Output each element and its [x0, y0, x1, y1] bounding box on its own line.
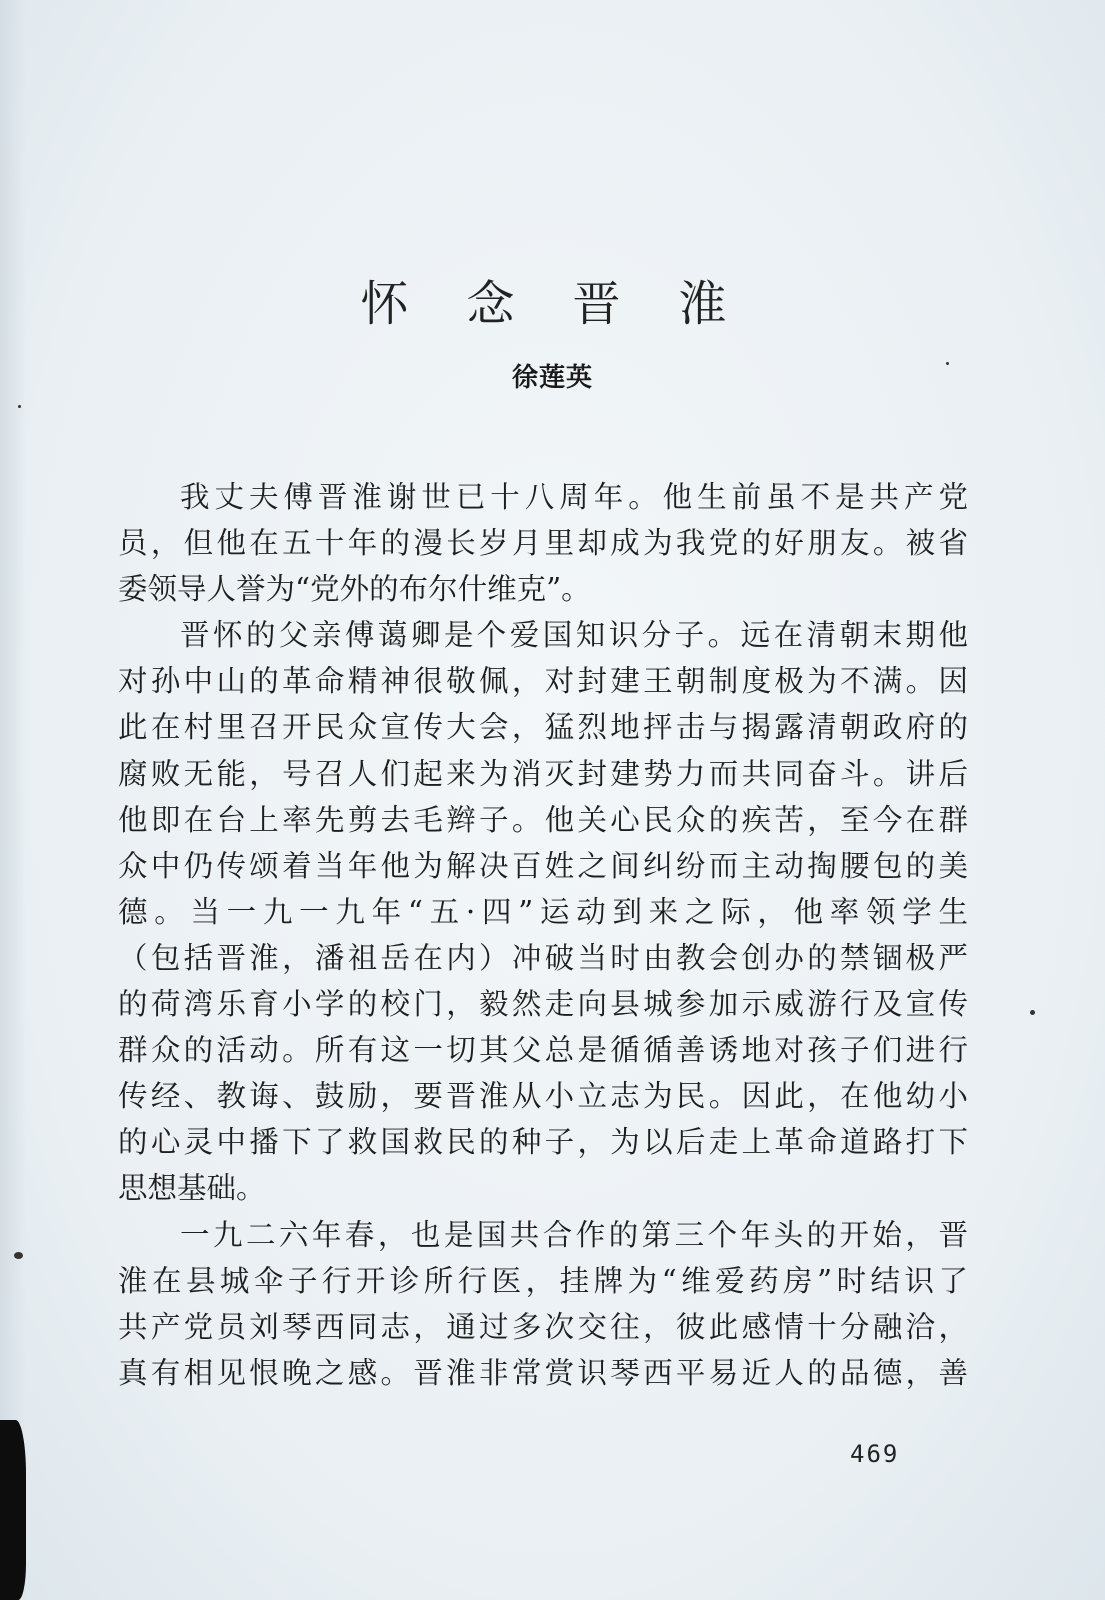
- text-line: 众中仍传颂着当年他为解决百姓之间纠纷而主动掏腰包的美: [118, 848, 968, 883]
- article-title: 怀念晋淮: [360, 276, 785, 333]
- text-line: 委领导人誉为“党外的布尔什维克”。: [118, 572, 591, 607]
- text-line: 传经、教诲、鼓励，要晋淮从小立志为民。因此，在他幼小: [118, 1079, 968, 1114]
- text-line: 腐败无能，号召人们起来为消灭封建势力而共同奋斗。讲后: [118, 756, 968, 791]
- text-line: 淮在县城伞子行开诊所行医，挂牌为“维爱药房”时结识了: [118, 1263, 968, 1298]
- scan-speck: [14, 1252, 23, 1259]
- text-line: 对孙中山的革命精神很敬佩，对封建王朝制度极为不满。因: [118, 664, 968, 699]
- text-line: 群众的活动。所有这一切其父总是循循善诱地对孩子们进行: [118, 1033, 968, 1068]
- author-name: 徐莲英: [511, 363, 593, 393]
- text-line: 德。当一九一九年“五·四”运动到来之际，他率领学生: [118, 894, 968, 929]
- text-line: 他即在台上率先剪去毛辫子。他关心民众的疾苦，至今在群: [118, 802, 968, 837]
- text-line: 的荷湾乐育小学的校门，毅然走向县城参加示威游行及宣传: [118, 987, 968, 1022]
- text-line: 的心灵中播下了救国救民的种子，为以后走上革命道路打下: [118, 1125, 968, 1160]
- text-line: 此在村里召开民众宣传大会，猛烈地抨击与揭露清朝政府的: [118, 710, 968, 745]
- article-body: [118, 474, 968, 1396]
- text-line: 晋怀的父亲傅蔼卿是个爱国知识分子。远在清朝末期他: [180, 618, 968, 653]
- scan-speck: [1030, 1010, 1035, 1015]
- scan-speck: [18, 405, 21, 408]
- page-edge-shadow: [0, 0, 26, 1600]
- text-line: 真有相见恨晚之感。晋淮非常赏识琴西平易近人的品德，善: [118, 1355, 968, 1390]
- text-line: 共产党员刘琴西同志，通过多次交往，彼此感情十分融洽，: [118, 1309, 968, 1344]
- text-line: 思想基础。: [118, 1171, 266, 1206]
- page-number: 469: [850, 1440, 900, 1468]
- scan-edge-stain: [0, 1420, 26, 1600]
- text-line: 员，但他在五十年的漫长岁月里却成为我党的好朋友。被省: [118, 526, 968, 561]
- text-line: 我丈夫傅晋淮谢世已十八周年。他生前虽不是共产党: [180, 480, 968, 514]
- text-line: 一九二六年春，也是国共合作的第三个年头的开始，晋: [180, 1217, 968, 1252]
- text-line: （包括晋淮，潘祖岳在内）冲破当时由教会创办的禁锢极严: [118, 940, 968, 975]
